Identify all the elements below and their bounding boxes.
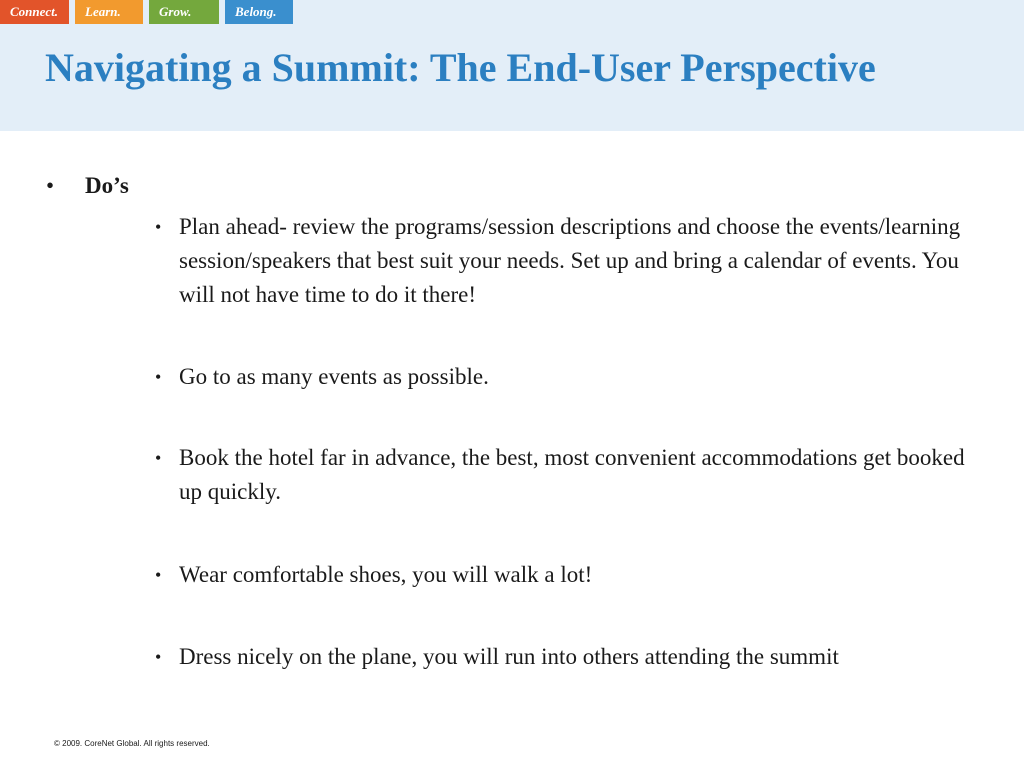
list-item-text: Plan ahead- review the programs/session descriptions and choose the events/learning session/speakers that best suit your needs. Set up and bring a calendar of events. You will not have time to do it there!: [179, 214, 961, 307]
list-item-text: Wear comfortable shoes, you will walk a lot!: [179, 562, 593, 587]
list-item-text: Dress nicely on the plane, you will run into others attending the summit: [179, 644, 839, 669]
bullet-icon: •: [155, 565, 162, 585]
list-item: [155, 360, 975, 394]
list-item-text: Book the hotel far in advance, the best, most convenient accommodations get booked up quickly.: [179, 445, 965, 504]
tab-belong: Belong.: [225, 0, 293, 24]
copyright-footer: © 2009. CoreNet Global. All rights reserved.: [54, 739, 210, 748]
dos-label: Do’s: [85, 173, 129, 198]
list-item: [155, 640, 975, 674]
list-item-text: Go to as many events as possible.: [179, 364, 489, 389]
bullet-icon: •: [46, 173, 55, 198]
tab-connect: Connect.: [0, 0, 69, 24]
bullet-icon: •: [155, 448, 162, 468]
tab-learn: Learn.: [75, 0, 143, 24]
list-item: [155, 441, 975, 509]
list-item: [155, 558, 975, 592]
bullet-icon: •: [155, 367, 162, 387]
list-item: [155, 210, 975, 312]
slide-title: Navigating a Summit: The End-User Perspective: [45, 45, 876, 90]
tab-grow: Grow.: [149, 0, 219, 24]
bullet-icon: •: [155, 217, 162, 237]
bullet-icon: •: [155, 647, 162, 667]
